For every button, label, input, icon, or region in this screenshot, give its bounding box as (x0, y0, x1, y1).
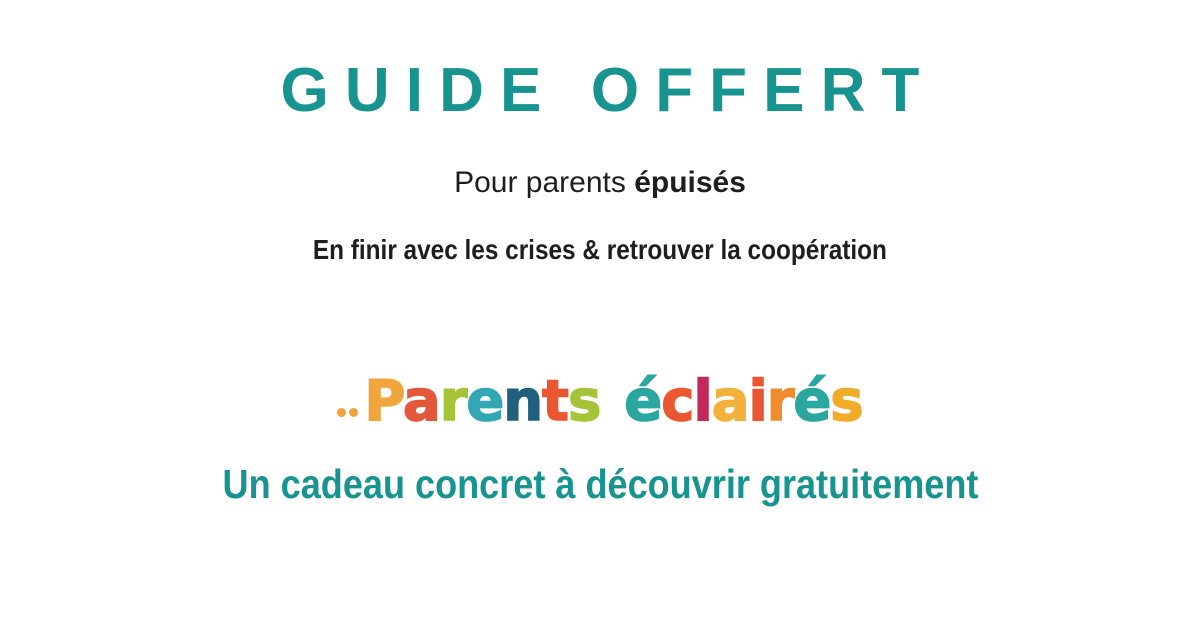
logo-umlaut-dots-icon (337, 371, 361, 427)
logo-letter: s (567, 369, 601, 434)
logo-letter: a (402, 369, 440, 434)
logo-letter: r (439, 369, 467, 434)
logo-letter: c (661, 369, 694, 434)
logo-letter: a (711, 369, 749, 434)
logo-dot-icon (349, 408, 358, 417)
logo-letter: r (766, 369, 794, 434)
banner-title: GUIDE OFFERT (280, 56, 936, 125)
logo-word-parents (364, 369, 600, 434)
footer-text: Un cadeau concret à découvrir gratuitement (222, 461, 978, 507)
subtitle-regular-text: Pour parents (454, 166, 635, 199)
logo-word-eclaires (624, 369, 862, 434)
banner-tagline (0, 236, 1200, 264)
subtitle-bold-text: épuisés (634, 166, 746, 199)
logo-letter: l (693, 369, 712, 434)
logo-letter: i (748, 369, 767, 434)
logo-letter: n (503, 369, 543, 434)
logo-letter: é (793, 369, 831, 434)
logo-letter: P (364, 369, 403, 434)
banner-subtitle (0, 168, 1200, 198)
logo-letter: e (466, 369, 504, 434)
logo-dot-icon (337, 408, 346, 417)
logo-letter: t (542, 369, 568, 434)
banner-footer (0, 461, 1200, 507)
logo-letter: é (624, 369, 662, 434)
logo-letter: s (830, 369, 863, 434)
parents-eclaires-logo (0, 369, 1200, 434)
tagline-text: En finir avec les crises & retrouver la coopération (312, 234, 888, 265)
